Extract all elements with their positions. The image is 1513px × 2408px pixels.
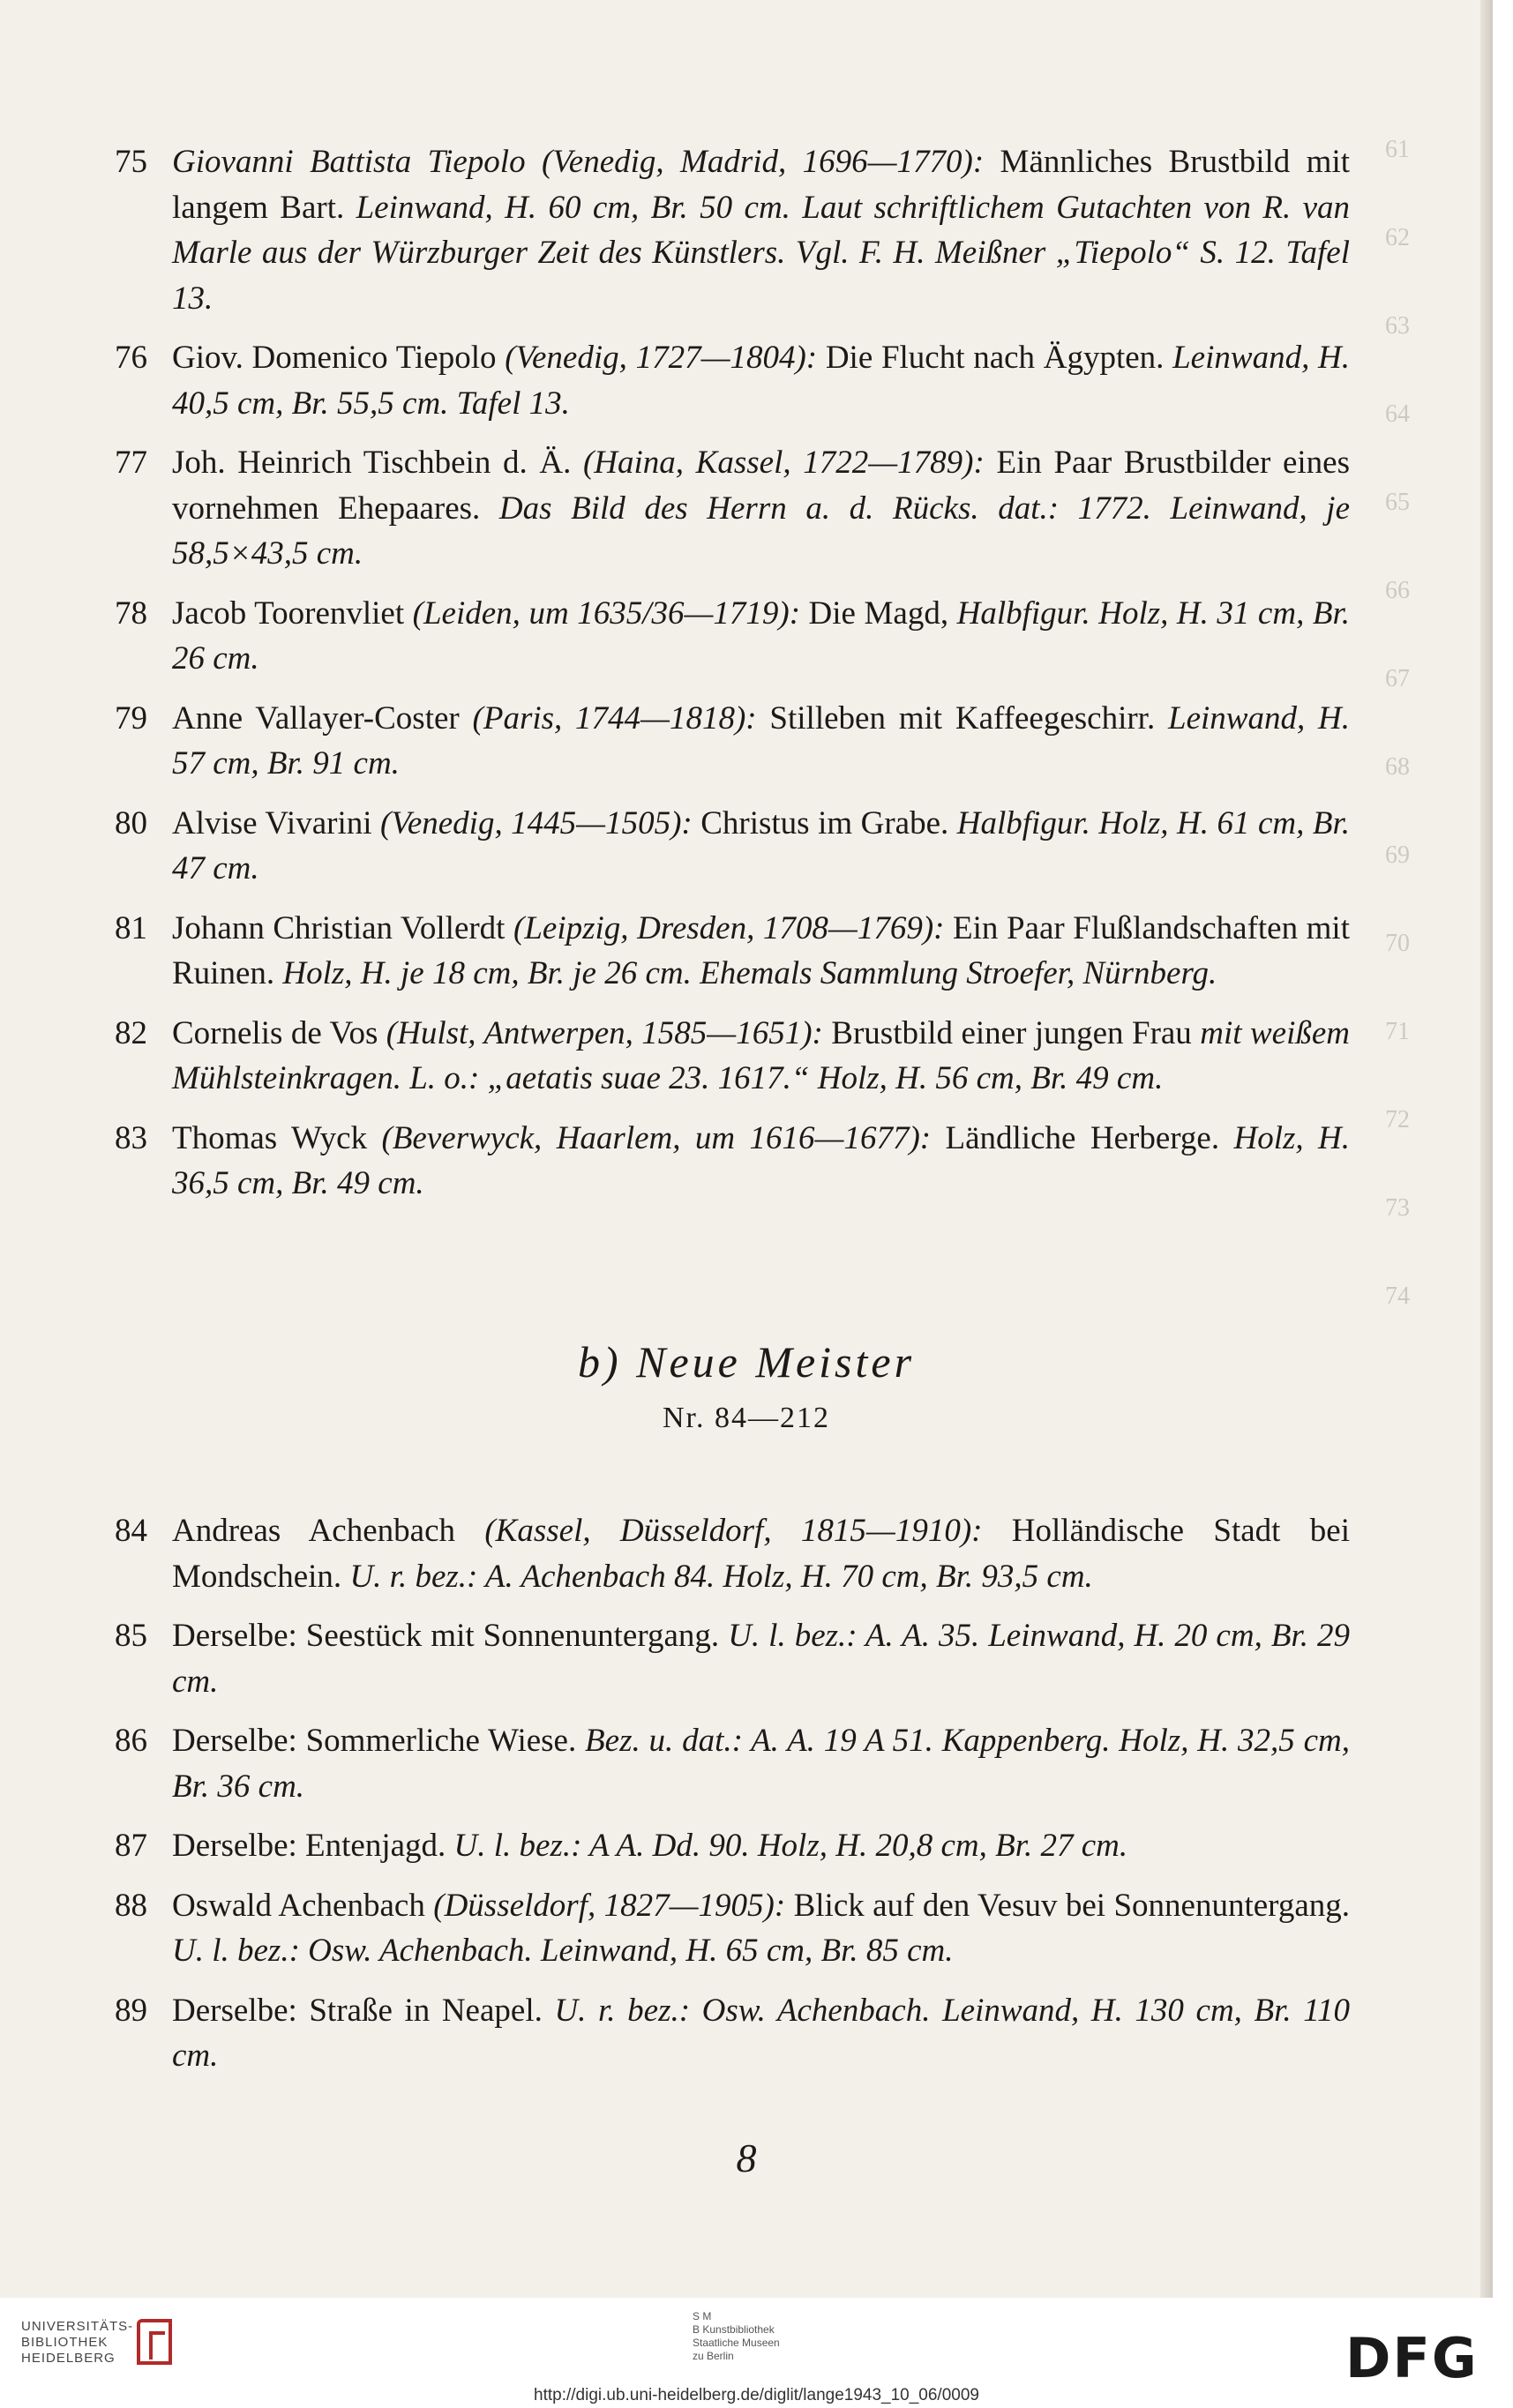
entry-text-italic: (Beverwyck, Haarlem, um 1616—1677):	[381, 1119, 932, 1156]
entry-text-roman: Ein Paar Flußlandschaften mit Ruinen.	[172, 909, 1350, 991]
entry-text-roman: Die Magd,	[800, 595, 957, 632]
entry-text-italic: (Venedig, 1727—1804):	[505, 340, 818, 376]
entry-text-italic: (Leipzig, Dresden, 1708—1769):	[513, 909, 945, 946]
section-heading-block	[0, 1336, 1493, 1435]
entry-number: 80	[115, 804, 147, 841]
entry-list-old-masters	[115, 139, 1350, 1221]
entry-text	[172, 1116, 1350, 1207]
entry-number: 88	[115, 1887, 147, 1924]
entry-text	[172, 906, 1350, 997]
entry-text-roman: Derselbe: Seestück mit Sonnenuntergang.	[172, 1618, 729, 1654]
entry-text-roman: Joh. Heinrich Tischbein d. Ä.	[172, 445, 583, 481]
catalog-entry	[115, 906, 1350, 997]
entry-text-roman: Anne Vallayer-Coster	[172, 699, 473, 737]
entry-number: 76	[115, 340, 147, 376]
entry-text-italic: U. r. bez.: Osw. Achenbach. Leinwand, H. 130 cm, Br. 110 cm.	[172, 1992, 1350, 2074]
entry-text-roman: Giov. Domenico Tiepolo	[172, 340, 506, 376]
entry-text	[172, 139, 1350, 321]
library-logo-line: zu Berlin	[693, 2350, 734, 2362]
entry-text-roman: Thomas Wyck	[172, 1119, 382, 1156]
entry-text	[172, 696, 1350, 787]
entry-text-italic: U. l. bez.: A. A. 35. Leinwand, H. 20 cm, Br. 29 cm.	[172, 1618, 1350, 1700]
entry-text-italic: (Kassel, Düsseldorf, 1815—1910):	[484, 1513, 983, 1549]
catalog-entry	[115, 139, 1350, 321]
catalog-entry	[115, 1508, 1350, 1599]
entry-text-italic: (Venedig, 1445—1505):	[380, 804, 693, 841]
entry-number: 85	[115, 1618, 147, 1654]
entry-number: 83	[115, 1119, 147, 1156]
library-logo-line: Staatliche Museen	[693, 2337, 780, 2349]
entry-number: 77	[115, 445, 147, 481]
entry-number: 89	[115, 1992, 147, 2029]
entry-text-italic: Holz, H. 36,5 cm, Br. 49 cm.	[172, 1119, 1351, 1201]
entry-text-roman: Brustbild einer jungen Frau	[822, 1014, 1201, 1051]
entry-text-italic: (Leiden, um 1635/36—1719):	[412, 595, 801, 632]
show-through-text: 61 62 63 64 65 66 67 68 69 70 71 72 73 74	[1385, 136, 1410, 1310]
page-number: 8	[736, 2135, 757, 2180]
catalog-entry	[115, 335, 1350, 426]
university-logo-line: UNIVERSITÄTS-	[21, 2319, 134, 2334]
kunstbibliothek-logo	[693, 2310, 780, 2363]
entry-number: 82	[115, 1014, 147, 1051]
entry-text-roman: Derselbe: Straße in Neapel.	[172, 1992, 555, 2029]
entry-text	[172, 1508, 1350, 1599]
catalog-entry	[115, 1883, 1350, 1974]
entry-number: 87	[115, 1828, 147, 1864]
entry-text-italic: Leinwand, H. 57 cm, Br. 91 cm.	[172, 699, 1350, 781]
entry-text-italic: Halbfigur. Holz, H. 61 cm, Br. 47 cm.	[172, 804, 1350, 886]
entry-text-roman: Derselbe: Sommerliche Wiese.	[172, 1723, 586, 1759]
section-range: Nr. 84—212	[663, 1402, 830, 1434]
dfg-logo[interactable]: DFG	[1345, 2326, 1479, 2390]
entry-text	[172, 1718, 1350, 1809]
entry-number: 84	[115, 1513, 147, 1549]
entry-text-italic: Leinwand, H. 60 cm, Br. 50 cm. Laut schriftlichem Gutachten von R. van Marle aus der Würzburger Zeit des Künstlers. Vgl. F. H. Meißner „Tiepolo“ S. 12. Tafel 13.	[172, 189, 1350, 317]
entry-text-roman: Jacob Toorenvliet	[172, 595, 413, 632]
entry-text-italic: mit weißem Mühlsteinkragen. L. o.: „aetatis suae 23. 1617.“ Holz, H. 56 cm, Br. 49 cm.	[172, 1014, 1350, 1096]
entry-number: 79	[115, 699, 147, 737]
entry-text-roman: Männliches Brustbild mit langem Bart.	[172, 144, 1351, 226]
entry-text-roman: Die Flucht nach Ägypten.	[817, 340, 1173, 376]
entry-text-italic: U. l. bez.: A A. Dd. 90. Holz, H. 20,8 cm, Br. 27 cm.	[453, 1828, 1128, 1864]
entry-text-italic: Giovanni Battista Tiepolo (Venedig, Madrid, 1696—1770):	[172, 144, 985, 180]
entry-text-roman: Alvise Vivarini	[172, 804, 380, 841]
entry-text	[172, 591, 1350, 682]
entry-text-italic: Holz, H. je 18 cm, Br. je 26 cm. Ehemals Sammlung Stroefer, Nürnberg.	[282, 955, 1217, 991]
entry-number: 78	[115, 595, 147, 632]
entry-text	[172, 1988, 1350, 2079]
library-logo-line: S M	[693, 2310, 712, 2322]
entry-text-roman: Ein Paar Brustbilder eines vornehmen Ehepaares.	[172, 445, 1350, 527]
entry-text	[172, 801, 1350, 892]
entry-text-roman: Oswald Achenbach	[172, 1887, 434, 1924]
entry-text-roman: Derselbe: Entenjagd.	[172, 1828, 454, 1864]
entry-text-italic: Bez. u. dat.: A. A. 19 A 51. Kappenberg. Holz, H. 32,5 cm, Br. 36 cm.	[172, 1723, 1350, 1805]
catalog-entry	[115, 440, 1350, 577]
entry-text	[172, 1613, 1350, 1704]
entry-text	[172, 1011, 1350, 1102]
entry-text-roman: Christus im Grabe.	[692, 804, 957, 841]
university-logo-line: BIBLIOTHEK	[21, 2335, 109, 2350]
entry-text-roman: Cornelis de Vos	[172, 1014, 386, 1051]
entry-text-roman: Ländliche Herberge.	[931, 1119, 1234, 1156]
catalog-entry	[115, 1011, 1350, 1102]
catalog-entry	[115, 696, 1350, 787]
entry-text-italic: (Düsseldorf, 1827—1905):	[433, 1887, 786, 1924]
page-edge	[1480, 0, 1493, 2298]
entry-text-italic: (Haina, Kassel, 1722—1789):	[582, 445, 985, 481]
source-url-link[interactable]: http://digi.ub.uni-heidelberg.de/diglit/lange1943_10_06/0009	[534, 2386, 979, 2404]
university-library-logo[interactable]	[21, 2319, 133, 2367]
entry-text	[172, 1883, 1350, 1974]
university-logo-line: HEIDELBERG	[21, 2351, 116, 2366]
entry-text-roman: Holländische Stadt bei Mondschein.	[172, 1513, 1350, 1595]
entry-text-italic: Halbfigur. Holz, H. 31 cm, Br. 26 cm.	[172, 595, 1350, 677]
entry-number: 75	[115, 144, 147, 180]
catalog-entry	[115, 1116, 1350, 1207]
entry-text-roman: Stilleben mit Kaffeegeschirr.	[756, 699, 1169, 737]
entry-number: 86	[115, 1723, 147, 1759]
entry-text	[172, 335, 1350, 426]
entry-text-italic: Leinwand, H. 40,5 cm, Br. 55,5 cm. Tafel 13.	[172, 340, 1350, 422]
entry-number: 81	[115, 909, 147, 946]
university-mark-icon	[137, 2319, 172, 2365]
entry-text-italic: U. l. bez.: Osw. Achenbach. Leinwand, H. 65 cm, Br. 85 cm.	[172, 1933, 954, 1969]
entry-text-italic: Das Bild des Herrn a. d. Rücks. dat.: 1772. Leinwand, je 58,5×43,5 cm.	[172, 490, 1350, 572]
catalog-entry	[115, 1988, 1350, 2079]
entry-list-new-masters	[115, 1508, 1350, 2093]
entry-text	[172, 440, 1350, 577]
entry-text-roman: Andreas Achenbach	[172, 1513, 485, 1549]
catalog-entry	[115, 1823, 1350, 1869]
catalog-entry	[115, 1613, 1350, 1704]
entry-text-roman: Johann Christian Vollerdt	[172, 909, 514, 946]
entry-text-italic: (Paris, 1744—1818):	[472, 699, 757, 737]
entry-text-italic: (Hulst, Antwerpen, 1585—1651):	[386, 1014, 823, 1051]
library-logo-line: B Kunstbibliothek	[693, 2323, 775, 2336]
catalog-entry	[115, 591, 1350, 682]
entry-text	[172, 1823, 1350, 1869]
entry-text-italic: U. r. bez.: A. Achenbach 84. Holz, H. 70 cm, Br. 93,5 cm.	[349, 1558, 1093, 1595]
catalog-entry	[115, 1718, 1350, 1809]
catalog-entry	[115, 801, 1350, 892]
digitization-footer	[0, 2298, 1513, 2408]
entry-text-roman: Blick auf den Vesuv bei Sonnenuntergang.	[785, 1887, 1351, 1924]
section-heading: b) Neue Meister	[577, 1337, 916, 1387]
